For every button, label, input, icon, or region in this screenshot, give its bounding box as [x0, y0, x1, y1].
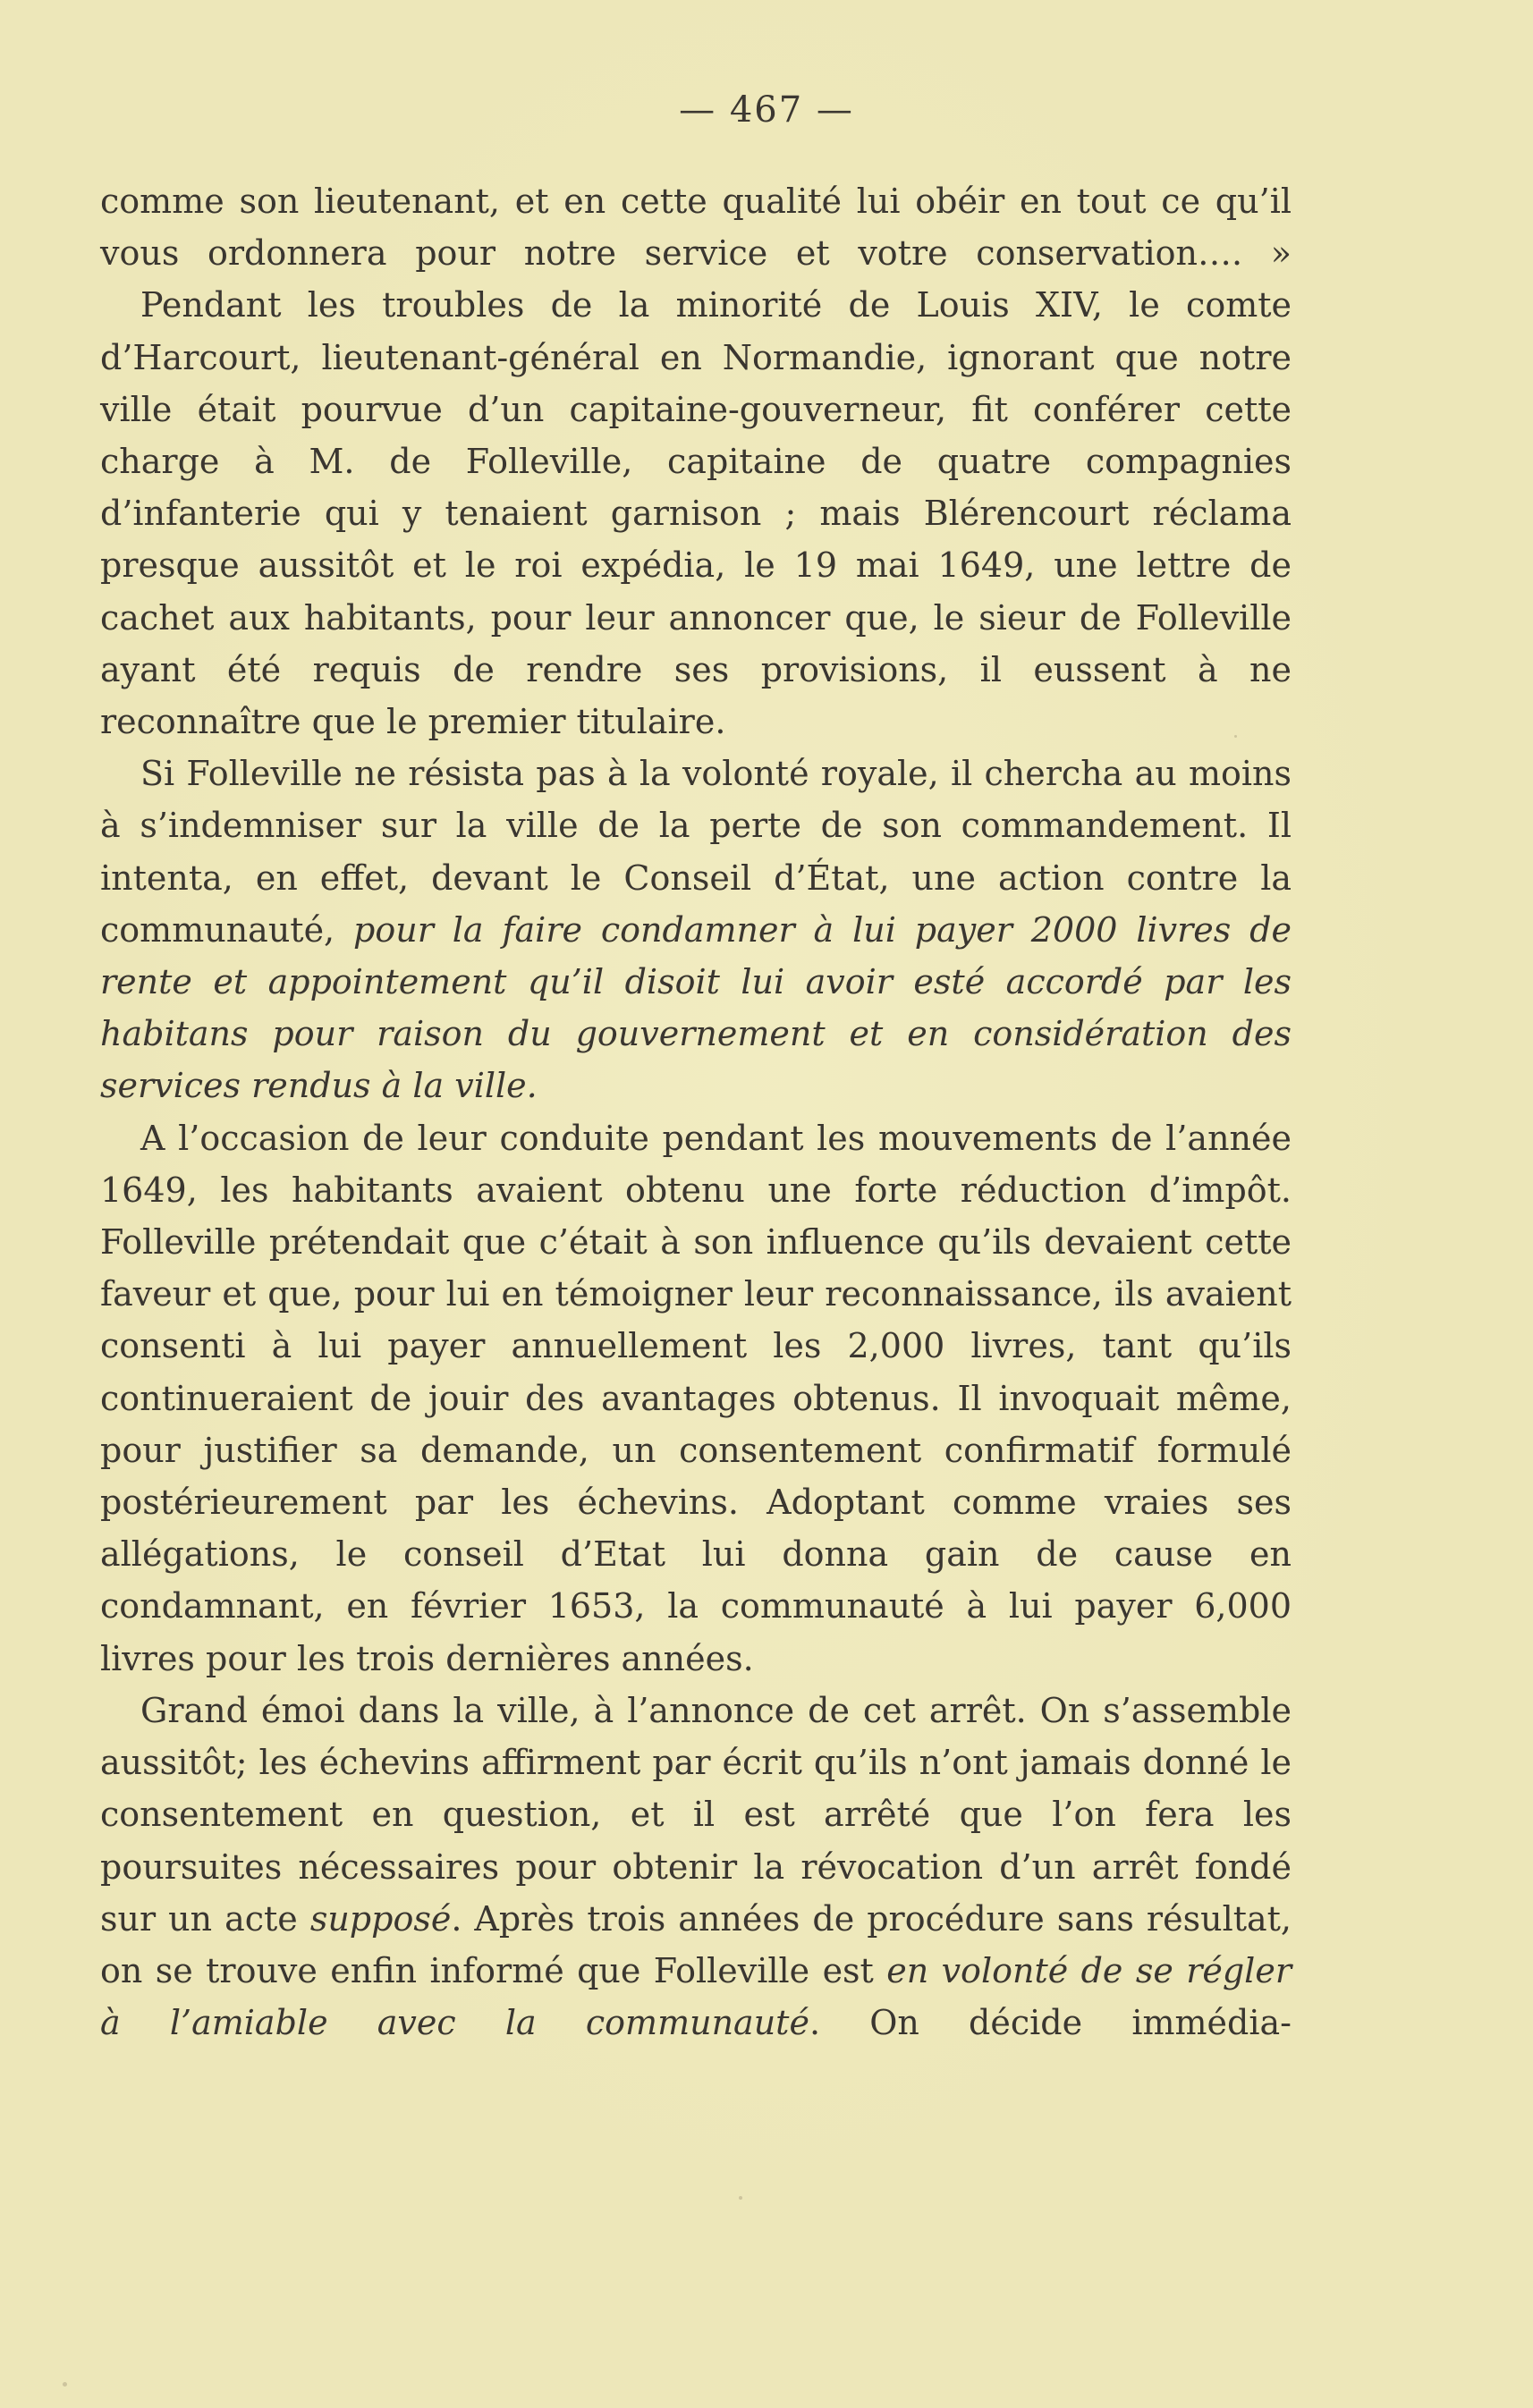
paragraph-4: [100, 1112, 1292, 1685]
italic-quote: pour la faire condamner à lui payer 2000 livres de rente et appointement qu’il disoit lui avoir esté accordé par les habitans pour raison du gouvernement et en considération des services rendus à la ville.: [100, 909, 1292, 1106]
paper-speck: [63, 2382, 67, 2387]
paper-speck: [1234, 735, 1237, 738]
text-run: Pendant les troubles de la minorité de Louis XIV, le comte d’Harcourt, lieutenant-général en Normandie, ignorant que notre ville était pourvue d’un capitaine-gouverneur, fit conférer cette charge à M. de Folleville, capitaine de quatre compagnies d’infanterie qui y tenaient garnison ; mais Blérencourt réclama presque aussitôt et le roi expédia, le 19 mai 1649, une lettre de cachet aux habitants, pour leur annoncer que, le sieur de Folleville ayant été requis de rendre ses provisions, il eussent à ne reconnaître que le premier titulaire.: [100, 285, 1292, 742]
paragraph-3: [100, 748, 1292, 1111]
text-run: Grand émoi dans la ville, à l’annonce de cet arrêt. On s’assemble aussitôt; les échevins affirment par écrit qu’ils n’ont jamais donné le consentement en question, et il est arrêté que l’on fera les poursuites nécessaires pour obtenir la révocation d’un arrêt fondé sur un acte: [100, 1690, 1292, 1939]
italic-word: supposé: [309, 1898, 452, 1939]
italic-quote: en volonté de se régler à l’amiable avec la communauté: [100, 1950, 1292, 2043]
paragraph-1: [100, 175, 1292, 279]
text-run: . Après trois années de procédure sans résultat, on se trouve enfin informé que Folleville est: [100, 1898, 1292, 1990]
text-run: comme son lieutenant, et en cette qualité lui obéir en tout ce qu’il vous ordonnera pour notre service et votre conservation…. »: [100, 182, 1292, 274]
paragraph-5: [100, 1685, 1292, 2049]
page-number: — 467 —: [679, 89, 854, 131]
paragraph-2: [100, 279, 1292, 748]
text-run: . On décide immédia-: [809, 2003, 1292, 2043]
paper-speck: [739, 2196, 742, 2200]
body-text: [100, 175, 1292, 2049]
text-run: A l’occasion de leur conduite pendant les mouvements de l’année 1649, les habitants avaient obtenu une forte réduction d’impôt. Folleville prétendait que c’était à son influence qu’ils devaient cette faveur et que, pour lui en témoigner leur reconnaissance, ils avaient consenti à lui payer annuellement les 2,000 livres, tant qu’ils continueraient de jouir des avantages obtenus. Il invoquait même, pour justifier sa demande, un consentement confirmatif formulé postérieurement par les échevins. Adoptant comme vraies ses allégations, le conseil d’Etat lui donna gain de cause en condamnant, en février 1653, la communauté à lui payer 6,000 livres pour les trois dernières années.: [100, 1118, 1292, 1678]
text-run: Si Folleville ne résista pas à la volonté royale, il chercha au moins à s’indemniser sur la ville de la perte de son commandement. Il intenta, en effet, devant le Conseil d’État, une action contre la communauté,: [100, 754, 1292, 950]
